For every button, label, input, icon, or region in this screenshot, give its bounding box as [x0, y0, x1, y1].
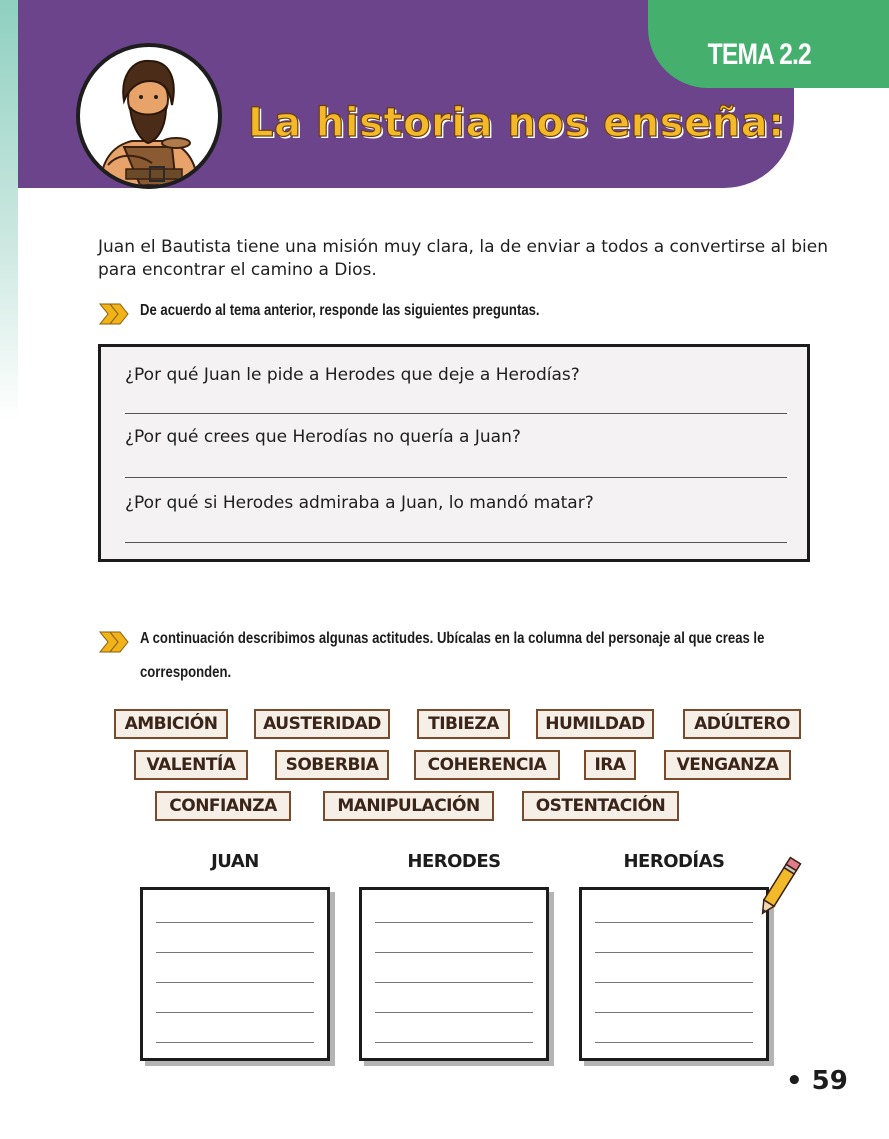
writing-line[interactable] — [156, 922, 314, 923]
writing-line[interactable] — [156, 1012, 314, 1013]
tema-label: TEMA 2.2 — [707, 38, 811, 71]
question-3: ¿Por qué si Herodes admiraba a Juan, lo mandó matar? — [125, 493, 594, 513]
attitude-chip[interactable]: HUMILDAD — [536, 709, 654, 739]
tema-badge — [648, 0, 889, 88]
writing-line[interactable] — [375, 1012, 533, 1013]
attitude-chip[interactable]: VALENTÍA — [134, 750, 248, 780]
attitude-chip[interactable]: AMBICIÓN — [114, 709, 228, 739]
column-title-herodias: HERODÍAS — [623, 851, 725, 872]
question-1: ¿Por qué Juan le pide a Herodes que deje a Herodías? — [125, 365, 580, 385]
attitude-chip[interactable]: CONFIANZA — [155, 791, 291, 821]
attitude-chip[interactable]: OSTENTACIÓN — [522, 791, 679, 821]
answer-line-1[interactable] — [125, 413, 787, 414]
questions-box — [98, 344, 810, 562]
attitude-chip[interactable]: MANIPULACIÓN — [323, 791, 494, 821]
side-decoration-strip — [0, 0, 18, 420]
attitude-chip[interactable]: IRA — [584, 750, 636, 780]
answer-line-3[interactable] — [125, 542, 787, 543]
section2-instruction-line1: A continuación describimos algunas actitudes. Ubícalas en la columna del personaje al que creas le — [140, 630, 765, 647]
attitude-chip[interactable]: COHERENCIA — [414, 750, 560, 780]
pencil-icon — [756, 852, 802, 922]
writing-line[interactable] — [375, 1042, 533, 1043]
attitude-chip[interactable]: ADÚLTERO — [683, 709, 801, 739]
double-chevron-icon — [98, 630, 130, 654]
page-number: • 59 — [786, 1066, 848, 1096]
john-the-baptist-avatar — [76, 43, 222, 189]
writing-line[interactable] — [375, 952, 533, 953]
writing-line[interactable] — [156, 952, 314, 953]
attitude-chip[interactable]: TIBIEZA — [417, 709, 510, 739]
section1-instruction-text: De acuerdo al tema anterior, responde las siguientes preguntas. — [140, 302, 540, 319]
column-box-herodias[interactable] — [579, 887, 769, 1061]
writing-line[interactable] — [156, 982, 314, 983]
writing-line[interactable] — [375, 922, 533, 923]
column-box-herodes[interactable] — [359, 887, 549, 1061]
writing-line[interactable] — [595, 1012, 753, 1013]
attitude-chip[interactable]: VENGANZA — [664, 750, 791, 780]
writing-line[interactable] — [156, 1042, 314, 1043]
writing-line[interactable] — [595, 922, 753, 923]
section1-instruction — [98, 302, 798, 328]
section2-instruction-line2: corresponden. — [140, 664, 232, 681]
column-title-herodes: HERODES — [407, 851, 501, 872]
answer-line-2[interactable] — [125, 477, 787, 478]
intro-paragraph: Juan el Bautista tiene una misión muy clara, la de enviar a todos a convertirse al bien para encontrar el camino a Dios. — [98, 237, 828, 280]
attitude-chip[interactable]: SOBERBIA — [275, 750, 389, 780]
john-the-baptist-icon — [80, 47, 218, 185]
column-box-juan[interactable] — [140, 887, 330, 1061]
writing-line[interactable] — [375, 982, 533, 983]
section2-instruction — [98, 630, 818, 686]
double-chevron-icon — [98, 302, 130, 326]
column-title-juan: JUAN — [211, 851, 259, 872]
writing-line[interactable] — [595, 1042, 753, 1043]
question-2: ¿Por qué crees que Herodías no quería a Juan? — [125, 427, 521, 447]
page-title: La historia nos enseña: — [248, 100, 785, 146]
writing-line[interactable] — [595, 952, 753, 953]
attitude-chip[interactable]: AUSTERIDAD — [254, 709, 390, 739]
writing-line[interactable] — [595, 982, 753, 983]
